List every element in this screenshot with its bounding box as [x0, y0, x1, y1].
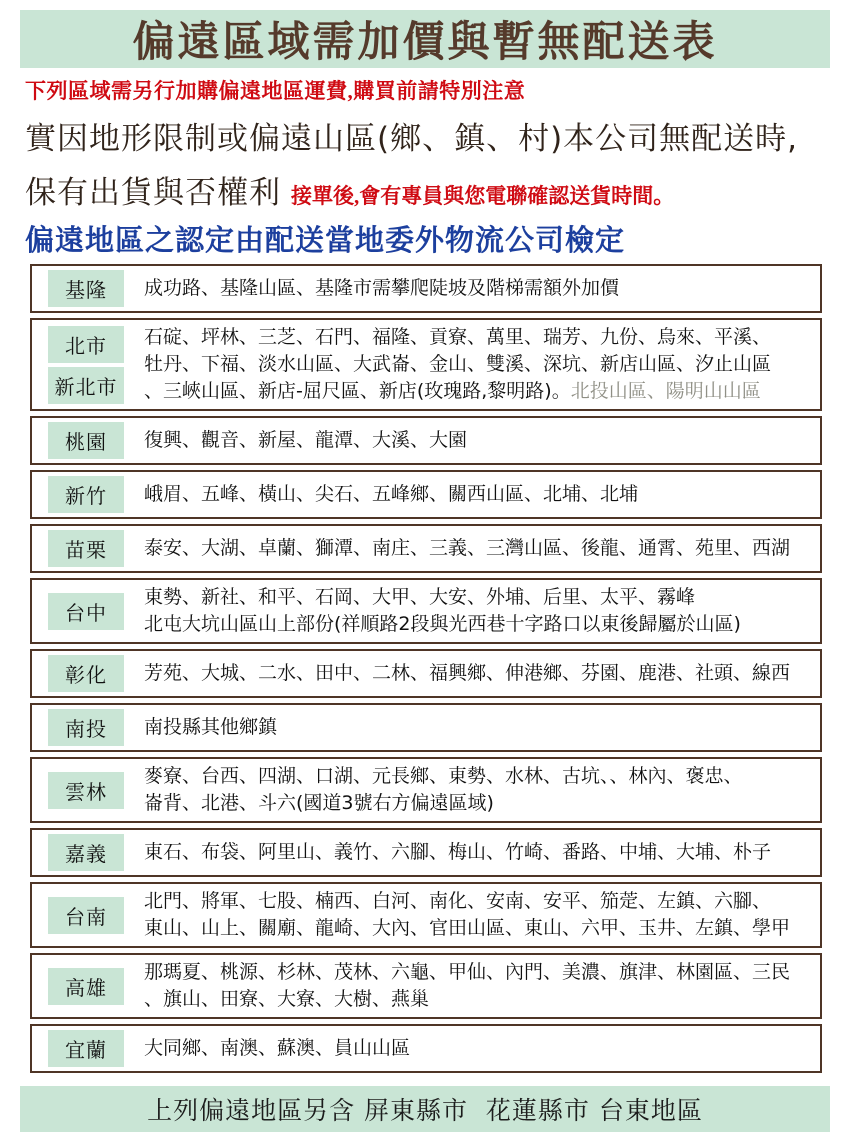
notice-line-blue: 偏遠地區之認定由配送當地委外物流公司檢定	[25, 223, 626, 257]
title-bar	[20, 10, 830, 68]
region-areas	[144, 1035, 816, 1062]
area-text-muted: 北投山區、陽明山山區	[570, 380, 761, 402]
region-label-group	[48, 1030, 144, 1067]
region-label-group	[48, 897, 144, 934]
region-label: 新北市	[48, 367, 124, 404]
area-text: 南投縣其他鄉鎮	[144, 716, 278, 738]
region-label: 台中	[48, 593, 124, 630]
area-line	[144, 888, 816, 915]
area-text: 東石、布袋、阿里山、義竹、六腳、梅山、竹崎、番路、中埔、大埔、朴子	[144, 841, 772, 863]
region-label-group	[48, 834, 144, 871]
table-row	[30, 416, 822, 465]
area-line	[144, 763, 816, 790]
region-label: 雲林	[48, 772, 124, 809]
region-label: 北市	[48, 326, 124, 363]
region-label: 高雄	[48, 968, 124, 1005]
region-label: 台南	[48, 897, 124, 934]
page-title: 偏遠區域需加價與暫無配送表	[132, 17, 718, 66]
region-areas	[144, 660, 816, 687]
region-areas	[144, 535, 816, 562]
table-row	[30, 953, 822, 1019]
area-text: 、三峽山區、新店-屈尺區、新店(玫瑰路,黎明路)。	[144, 380, 571, 402]
table-row	[30, 828, 822, 877]
region-label: 南投	[48, 709, 124, 746]
notice-line-1: 實因地形限制或偏遠山區(鄉、鎮、村)本公司無配送時,	[25, 121, 799, 157]
region-label: 苗栗	[48, 530, 124, 567]
region-label-group	[48, 593, 144, 630]
area-line	[144, 584, 816, 611]
notice-line-2-red: 接單後,會有專員與您電聯確認送貨時間。	[291, 184, 675, 208]
region-areas	[144, 763, 816, 817]
warning-note: 下列區域需另行加購偏遠地區運費,購買前請特別注意	[25, 79, 526, 103]
region-label-group	[48, 476, 144, 513]
area-line	[144, 481, 816, 508]
region-table	[30, 264, 822, 1073]
area-text: 石碇、坪林、三芝、石門、福隆、貢寮、萬里、瑞芳、九份、烏來、平溪、	[144, 326, 772, 348]
area-text: 麥寮、台西、四湖、口湖、元長鄉、東勢、水林、古坑、、林內、褒忠、	[144, 765, 743, 787]
footer-text: 上列偏遠地區另含 屏東縣市 花蓮縣市 台東地區	[147, 1096, 703, 1125]
area-line	[144, 714, 816, 741]
area-line	[144, 915, 816, 942]
region-label-group	[48, 968, 144, 1005]
notice-line-2	[25, 167, 850, 212]
area-text: 復興、觀音、新屋、龍潭、大溪、大園	[144, 429, 468, 451]
table-row	[30, 1024, 822, 1073]
area-text: 東勢、新社、和平、石岡、大甲、大安、外埔、后里、太平、霧峰	[144, 586, 696, 608]
table-row	[30, 264, 822, 313]
area-line	[144, 986, 816, 1013]
region-areas	[144, 888, 816, 942]
region-areas	[144, 714, 816, 741]
region-areas	[144, 584, 816, 638]
footer-bar	[20, 1086, 830, 1132]
region-label: 嘉義	[48, 834, 124, 871]
area-text: 那瑪夏、桃源、杉林、茂林、六龜、甲仙、內門、美濃、旗津、林園區、三民	[144, 961, 791, 983]
area-line	[144, 611, 816, 638]
area-text: 成功路、基隆山區、基隆市需攀爬陡坡及階梯需額外加價	[144, 277, 620, 299]
area-line	[144, 1035, 816, 1062]
region-areas	[144, 324, 816, 405]
area-text: 泰安、大湖、卓蘭、獅潭、南庄、三義、三灣山區、後龍、通霄、苑里、西湖	[144, 537, 791, 559]
table-row	[30, 757, 822, 823]
area-text: 北屯大坑山區山上部份(祥順路2段與光西巷十字路口以東後歸屬於山區)	[144, 613, 741, 635]
area-text: 北門、將軍、七股、楠西、白河、南化、安南、安平、笳萣、左鎮、六腳、	[144, 890, 772, 912]
region-label-group	[48, 772, 144, 809]
region-label: 宜蘭	[48, 1030, 124, 1067]
area-line	[144, 275, 816, 302]
region-label: 彰化	[48, 655, 124, 692]
area-line	[144, 839, 816, 866]
area-line	[144, 351, 816, 378]
table-row	[30, 649, 822, 698]
area-line	[144, 790, 816, 817]
table-row	[30, 578, 822, 644]
region-areas	[144, 275, 816, 302]
table-row	[30, 524, 822, 573]
table-row	[30, 703, 822, 752]
region-label: 桃園	[48, 422, 124, 459]
table-row	[30, 882, 822, 948]
region-label-group	[48, 270, 144, 307]
area-line	[144, 324, 816, 351]
area-line	[144, 535, 816, 562]
area-text: 崙背、北港、斗六(國道3號右方偏遠區域)	[144, 792, 494, 814]
region-areas	[144, 427, 816, 454]
area-line	[144, 959, 816, 986]
area-text: 東山、山上、關廟、龍崎、大內、官田山區、東山、六甲、玉井、左鎮、學甲	[144, 917, 791, 939]
region-areas	[144, 959, 816, 1013]
region-areas	[144, 839, 816, 866]
region-label-group	[48, 709, 144, 746]
region-label: 基隆	[48, 270, 124, 307]
area-text: 峨眉、五峰、橫山、尖石、五峰鄉、關西山區、北埔、北埔	[144, 483, 639, 505]
area-line	[144, 660, 816, 687]
region-label-group	[48, 422, 144, 459]
notice-line-2-main: 保有出貨與否權利	[25, 175, 281, 211]
area-text: 大同鄉、南澳、蘇澳、員山山區	[144, 1037, 411, 1059]
region-label-group	[48, 530, 144, 567]
region-label-group	[48, 326, 144, 404]
area-line	[144, 378, 816, 405]
area-line	[144, 427, 816, 454]
area-text: 芳苑、大城、二水、田中、二林、福興鄉、伸港鄉、芬園、鹿港、社頭、線西	[144, 662, 791, 684]
area-text: 、旗山、田寮、大寮、大樹、燕巢	[144, 988, 430, 1010]
area-text: 牡丹、下福、淡水山區、大武崙、金山、雙溪、深坑、新店山區、汐止山區	[144, 353, 772, 375]
table-row	[30, 470, 822, 519]
region-label-group	[48, 655, 144, 692]
region-areas	[144, 481, 816, 508]
region-label: 新竹	[48, 476, 124, 513]
table-row	[30, 318, 822, 411]
